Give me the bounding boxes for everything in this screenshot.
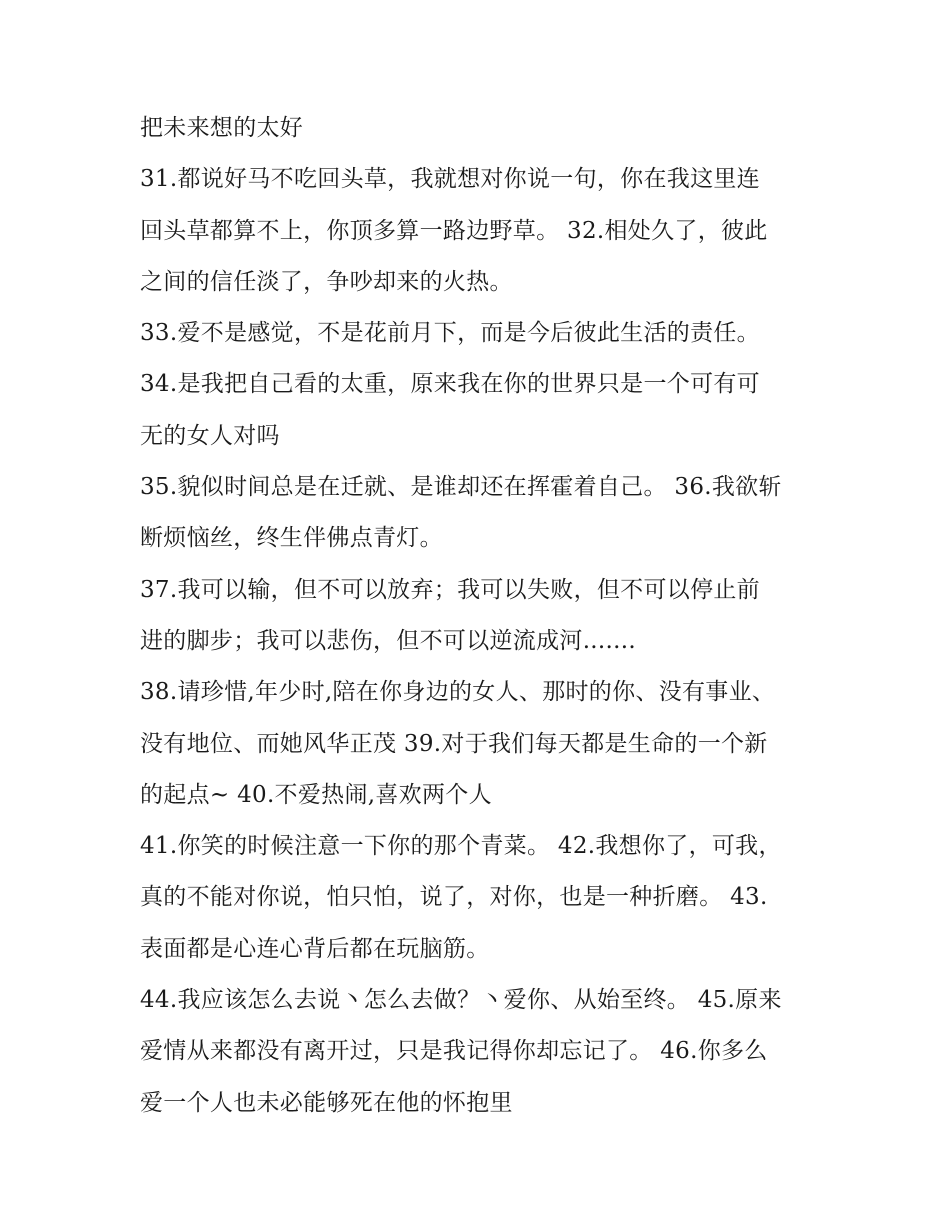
text-line: 没有地位、而她风华正茂 39.对于我们每天都是生命的一个新 [140,730,768,757]
text-line: 进的脚步；我可以悲伤，但不可以逆流成河....... [140,627,636,654]
text-line: 真的不能对你说，怕只怕，说了，对你，也是一种折磨。 43. [140,884,768,911]
text-line: 38.请珍惜,年少时,陪在你身边的女人、那时的你、没有事业、 [140,679,776,706]
text-line: 31.都说好马不吃回头草，我就想对你说一句，你在我这里连 [140,166,760,193]
text-line: 之间的信任淡了，争吵却来的火热。 [140,268,513,295]
text-line: 37.我可以输，但不可以放弃；我可以失败，但不可以停止前 [140,576,760,603]
text-line: 断烦恼丝，终生伴佛点青灯。 [140,525,443,552]
text-line: 爱一个人也未必能够死在他的怀抱里 [140,1089,513,1116]
text-line: 44.我应该怎么去说丶怎么去做？丶爱你、从始至终。 45.原来 [140,987,782,1014]
text-line: 41.你笑的时候注意一下你的那个青菜。 42.我想你了，可我， [140,833,782,860]
text-line: 把未来想的太好 [140,115,304,141]
text-line: 爱情从来都没有离开过，只是我记得你却忘记了。 46.你多么 [140,1038,768,1065]
text-line: 的起点~ 40.不爱热闹,喜欢两个人 [140,781,492,808]
text-line: 回头草都算不上，你顶多算一路边野草。 32.相处久了，彼此 [140,217,768,244]
text-line: 33.爱不是感觉，不是花前月下，而是今后彼此生活的责任。 [140,320,760,347]
text-line: 表面都是心连心背后都在玩脑筋。 [140,935,490,962]
text-line: 无的女人对吗 [140,422,280,449]
text-line: 34.是我把自己看的太重，原来我在你的世界只是一个可有可 [140,371,760,398]
document-body [140,103,820,1129]
text-line: 35.貌似时间总是在迁就、是谁却还在挥霍着自己。 36.我欲斩 [140,474,782,501]
